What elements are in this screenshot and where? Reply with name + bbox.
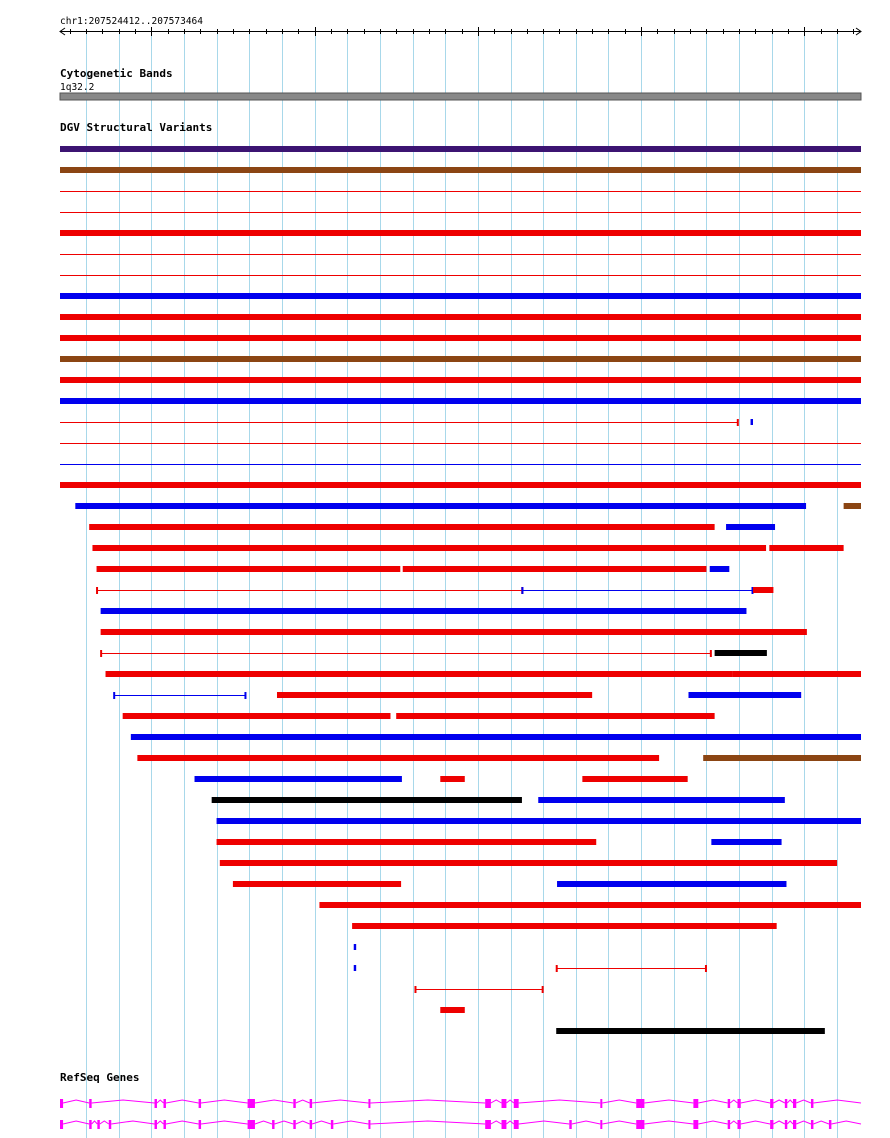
gene-intron [296, 1121, 310, 1124]
gene-exon[interactable] [331, 1120, 333, 1129]
gene-exon[interactable] [199, 1099, 201, 1108]
gene-intron [796, 1121, 811, 1124]
sv-feature[interactable] [97, 566, 401, 572]
gene-intron [773, 1100, 784, 1103]
sv-feature[interactable] [233, 881, 401, 887]
gene-exon[interactable] [793, 1099, 796, 1108]
sv-feature[interactable] [60, 356, 861, 362]
gene-intron [157, 1121, 164, 1124]
sv-feature[interactable] [101, 629, 807, 635]
gene-exon[interactable] [785, 1120, 787, 1129]
gene-exon[interactable] [97, 1120, 99, 1129]
sv-feature[interactable] [354, 944, 356, 950]
sv-feature[interactable] [60, 230, 861, 236]
sv-feature[interactable] [354, 965, 356, 971]
gene-exon[interactable] [272, 1120, 274, 1129]
sv-bar[interactable] [354, 965, 356, 971]
gene-exon[interactable] [636, 1120, 644, 1129]
sv-feature[interactable] [769, 545, 843, 551]
gene-intron [698, 1100, 727, 1103]
gene-intron [506, 1121, 513, 1124]
sv-feature[interactable] [538, 797, 785, 803]
sv-bar[interactable] [354, 944, 356, 950]
sv-bar[interactable] [60, 293, 861, 299]
gene-exon[interactable] [693, 1099, 698, 1108]
gene-intron [312, 1100, 368, 1103]
gene-intron [813, 1121, 829, 1124]
sv-feature[interactable] [715, 650, 767, 656]
gene-exon[interactable] [737, 1120, 740, 1129]
sv-feature[interactable] [277, 692, 592, 698]
sv-feature[interactable] [415, 986, 543, 993]
gene-exon[interactable] [89, 1099, 91, 1108]
sv-bar[interactable] [726, 524, 775, 530]
sv-bar[interactable] [212, 797, 522, 803]
gene-exon[interactable] [811, 1099, 813, 1108]
sv-bar[interactable] [123, 713, 391, 719]
sv-bar[interactable] [60, 335, 861, 341]
sv-bar[interactable] [352, 923, 777, 929]
sv-bar[interactable] [60, 146, 861, 152]
gene-exon[interactable] [163, 1099, 165, 1108]
sv-bar[interactable] [556, 1028, 825, 1034]
gene-exon[interactable] [60, 1099, 63, 1108]
gene-exon[interactable] [770, 1120, 773, 1129]
gene-exon[interactable] [829, 1120, 831, 1129]
sv-feature[interactable] [319, 902, 861, 908]
sv-feature[interactable] [844, 503, 861, 509]
sv-feature[interactable] [403, 566, 707, 572]
cytoband-track-title[interactable]: Cytogenetic Bands [60, 67, 173, 80]
refseq-track [60, 1099, 861, 1129]
sv-feature[interactable] [726, 524, 775, 530]
sv-feature[interactable] [556, 965, 706, 972]
sv-bar[interactable] [688, 692, 801, 698]
gene-exon[interactable] [811, 1120, 813, 1129]
gene-intron [166, 1100, 199, 1103]
gene-intron [730, 1121, 737, 1124]
sv-bar[interactable] [60, 314, 861, 320]
sv-bar[interactable] [217, 839, 597, 845]
sv-feature[interactable] [751, 419, 753, 425]
gene-exon[interactable] [785, 1099, 787, 1108]
gene-exon[interactable] [728, 1099, 730, 1108]
sv-feature[interactable] [123, 713, 391, 719]
gene-exon[interactable] [155, 1099, 157, 1108]
gene-exon[interactable] [693, 1120, 698, 1129]
gene-intron [644, 1121, 693, 1124]
sv-feature[interactable] [217, 839, 597, 845]
sv-bar[interactable] [195, 776, 402, 782]
gene-exon[interactable] [770, 1099, 773, 1108]
sv-feature[interactable] [710, 566, 730, 572]
sv-bar[interactable] [440, 1007, 464, 1013]
sv-feature[interactable] [440, 776, 464, 782]
gene-exon[interactable] [636, 1099, 644, 1108]
sv-bar[interactable] [751, 419, 753, 425]
sv-bar[interactable] [538, 797, 785, 803]
sv-feature[interactable] [60, 293, 861, 299]
sv-bar[interactable] [440, 776, 464, 782]
sv-bar[interactable] [710, 566, 730, 572]
sv-bar[interactable] [89, 524, 714, 530]
gene-exon[interactable] [514, 1099, 519, 1108]
sv-feature[interactable] [60, 146, 861, 152]
gene-intron [312, 1121, 331, 1124]
gene-intron [741, 1100, 770, 1103]
gene-intron [296, 1100, 310, 1103]
sv-feature[interactable] [522, 587, 753, 594]
sv-bar[interactable] [60, 482, 861, 488]
gene-intron [157, 1100, 164, 1103]
sv-feature[interactable] [92, 545, 766, 551]
gene-intron [644, 1100, 693, 1103]
gene-intron [519, 1100, 601, 1103]
sv-feature[interactable] [60, 377, 861, 383]
sv-bar[interactable] [396, 713, 714, 719]
gene-transcript[interactable] [60, 1099, 861, 1108]
gene-intron [602, 1100, 636, 1103]
sv-bar[interactable] [711, 839, 781, 845]
sv-bar[interactable] [557, 881, 786, 887]
cytoband-track[interactable] [60, 93, 861, 100]
sv-bar[interactable] [403, 566, 707, 572]
sv-bar[interactable] [217, 818, 861, 824]
gene-exon[interactable] [293, 1099, 295, 1108]
gene-intron [63, 1100, 89, 1103]
sv-feature[interactable] [688, 692, 801, 698]
gene-intron [773, 1121, 784, 1124]
gene-intron [100, 1121, 109, 1124]
sv-bar[interactable] [60, 230, 861, 236]
gene-exon[interactable] [737, 1099, 740, 1108]
gene-intron [166, 1121, 199, 1124]
gene-exon[interactable] [310, 1120, 312, 1129]
sv-bar[interactable] [844, 503, 861, 509]
gene-intron [63, 1121, 89, 1124]
sv-feature[interactable] [89, 524, 714, 530]
gene-intron [370, 1100, 485, 1103]
gene-exon[interactable] [502, 1099, 507, 1108]
gene-intron [201, 1100, 248, 1103]
sv-feature[interactable] [60, 314, 861, 320]
sv-feature[interactable] [106, 671, 733, 677]
gene-exon[interactable] [569, 1120, 571, 1129]
sv-feature[interactable] [703, 755, 861, 761]
sv-bar[interactable] [97, 566, 401, 572]
sv-feature[interactable] [131, 734, 861, 740]
gene-exon[interactable] [109, 1120, 111, 1129]
sv-feature[interactable] [582, 776, 687, 782]
sv-bar[interactable] [233, 881, 401, 887]
gene-intron [491, 1100, 502, 1103]
sv-bar[interactable] [106, 671, 733, 677]
gene-intron [255, 1121, 272, 1124]
sv-bar[interactable] [131, 734, 861, 740]
refseq-track-title[interactable]: RefSeq Genes [60, 1071, 140, 1084]
gene-exon[interactable] [89, 1120, 91, 1129]
gene-transcript[interactable] [60, 1120, 861, 1129]
dgv-track-title[interactable]: DGV Structural Variants [60, 121, 213, 134]
sv-feature[interactable] [137, 755, 659, 761]
gene-intron [787, 1100, 793, 1103]
gene-intron [796, 1100, 811, 1103]
sv-feature[interactable] [753, 587, 773, 593]
sv-feature[interactable] [60, 335, 861, 341]
sv-feature[interactable] [733, 671, 861, 677]
gene-exon[interactable] [600, 1099, 602, 1108]
gene-intron [111, 1121, 154, 1124]
sv-feature[interactable] [352, 923, 777, 929]
sv-feature[interactable] [195, 776, 402, 782]
gene-intron [730, 1100, 737, 1103]
sv-bar[interactable] [60, 398, 861, 404]
sv-bar[interactable] [753, 587, 773, 593]
sv-feature[interactable] [217, 818, 861, 824]
sv-bar[interactable] [220, 860, 837, 866]
sv-bar[interactable] [715, 650, 767, 656]
sv-bar[interactable] [60, 356, 861, 362]
sv-bar[interactable] [769, 545, 843, 551]
gene-exon[interactable] [248, 1099, 255, 1108]
gene-exon[interactable] [514, 1120, 519, 1129]
gene-intron [831, 1121, 861, 1124]
sv-bar[interactable] [60, 377, 861, 383]
gene-intron [698, 1121, 727, 1124]
gene-intron [602, 1121, 636, 1124]
sv-feature[interactable] [440, 1007, 464, 1013]
sv-bar[interactable] [92, 545, 766, 551]
sv-bar[interactable] [75, 503, 806, 509]
sv-bar[interactable] [60, 167, 861, 173]
gene-exon[interactable] [502, 1120, 507, 1129]
gene-exon[interactable] [485, 1099, 491, 1108]
gene-intron [255, 1100, 293, 1103]
sv-bar[interactable] [137, 755, 659, 761]
sv-bar[interactable] [582, 776, 687, 782]
gene-exon[interactable] [600, 1120, 602, 1129]
gene-intron [275, 1121, 294, 1124]
gene-exon[interactable] [793, 1120, 796, 1129]
sv-feature[interactable] [220, 860, 837, 866]
gene-intron [92, 1121, 98, 1124]
gene-exon[interactable] [728, 1120, 730, 1129]
gene-exon[interactable] [485, 1120, 491, 1129]
cytoband-label: 1q32.2 [60, 82, 95, 93]
cytoband-bar[interactable] [60, 93, 861, 100]
sv-feature[interactable] [101, 650, 712, 657]
sv-feature[interactable] [60, 482, 861, 488]
gene-exon[interactable] [155, 1120, 157, 1129]
gene-exon[interactable] [60, 1120, 63, 1129]
gene-exon[interactable] [368, 1120, 370, 1129]
sv-bar[interactable] [319, 902, 861, 908]
sv-feature[interactable] [396, 713, 714, 719]
sv-bar[interactable] [703, 755, 861, 761]
gene-intron [506, 1100, 513, 1103]
sv-feature[interactable] [557, 881, 786, 887]
gene-exon[interactable] [199, 1120, 201, 1129]
gene-exon[interactable] [248, 1120, 255, 1129]
locus-label: chr1:207524412..207573464 [60, 16, 203, 27]
gene-intron [370, 1121, 485, 1124]
gene-exon[interactable] [293, 1120, 295, 1129]
gene-intron [491, 1121, 502, 1124]
gene-exon[interactable] [163, 1120, 165, 1129]
sv-feature[interactable] [97, 587, 523, 594]
gene-intron [741, 1121, 770, 1124]
sv-feature[interactable] [60, 398, 861, 404]
grid-lines [87, 30, 838, 1138]
sv-feature[interactable] [212, 797, 522, 803]
sv-feature[interactable] [711, 839, 781, 845]
dgv-track [60, 146, 861, 1034]
sv-bar[interactable] [101, 608, 747, 614]
sv-feature[interactable] [114, 692, 246, 699]
sv-bar[interactable] [733, 671, 861, 677]
sv-feature[interactable] [60, 419, 738, 426]
gene-intron [92, 1100, 155, 1103]
gene-exon[interactable] [310, 1099, 312, 1108]
sv-feature[interactable] [101, 608, 747, 614]
sv-feature[interactable] [556, 1028, 825, 1034]
gene-intron [201, 1121, 248, 1124]
gene-intron [787, 1121, 793, 1124]
gene-exon[interactable] [368, 1099, 370, 1108]
sv-feature[interactable] [75, 503, 806, 509]
ruler[interactable] [60, 27, 861, 36]
sv-bar[interactable] [101, 629, 807, 635]
sv-bar[interactable] [277, 692, 592, 698]
gene-intron [333, 1121, 368, 1124]
sv-feature[interactable] [60, 167, 861, 173]
